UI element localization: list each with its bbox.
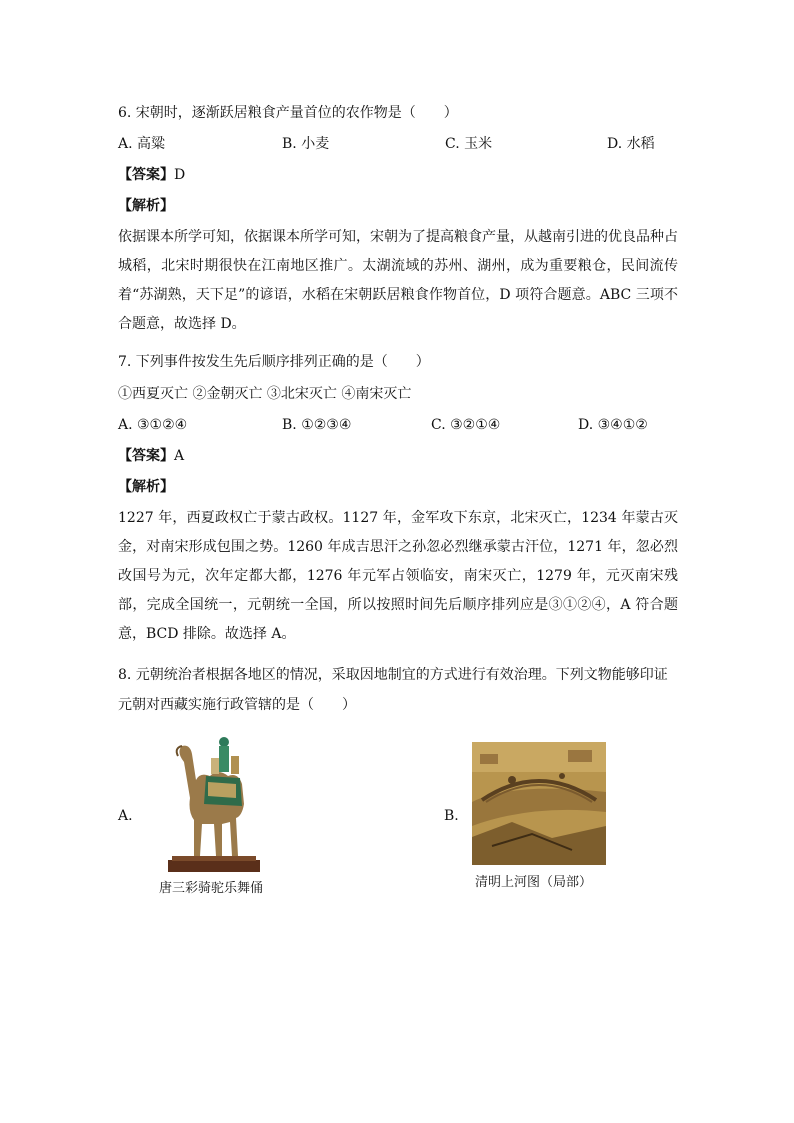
q7-analysis-label: 【解析】 <box>118 479 174 495</box>
q6-option-d: D. 水稻 <box>607 136 655 152</box>
painting-image <box>472 742 606 865</box>
q7-events: ①西夏灭亡 ②金朝灭亡 ③北宋灭亡 ④南宋灭亡 <box>118 386 412 402</box>
q6-option-b: B. 小麦 <box>282 136 330 152</box>
q6-answer <box>118 165 185 185</box>
q7-answer-label: 【答案】 <box>118 448 174 464</box>
q6-answer-label: 【答案】 <box>118 167 174 183</box>
q8-stem-line2: 元朝对西藏实施行政管辖的是（ ） <box>118 697 356 713</box>
q7-analysis: 1227 年，西夏政权亡于蒙古政权。1127 年，金军攻下东京，北宋灭亡，1234 年蒙古灭金，对南宋形成包围之势。1260 年成吉思汗之孙忽必烈继承蒙古汗位，1271 年，忽必烈改国号为元，次年定都大都，1276 年元军占领临安，南宋灭亡，1279 年，元灭南宋残部，完成全国统一，元朝统一全国，所以按照时间先后顺序排列应是③①②④，A 符合题意，BCD 排除。故选择 A。 <box>118 510 678 642</box>
q6-analysis: 依据课本所学可知，依据课本所学可知，宋朝为了提高粮食产量，从越南引进的优良品种占城稻，北宋时期很快在江南地区推广。太湖流域的苏州、湖州，成为重要粮仓，民间流传着“苏湖熟，天下足”的谚语，水稻在宋朝跃居粮食作物首位，D 项符合题意。ABC 三项不合题意，故选择 D。 <box>118 229 678 332</box>
q6-option-a: A. 高粱 <box>118 136 166 152</box>
q7-option-b: B. ①②③④ <box>282 417 352 433</box>
camel-figurine-drawing <box>166 732 262 872</box>
q7-option-d: D. ③④①② <box>578 417 648 433</box>
q8-option-b-letter: B. <box>444 808 459 824</box>
q7-option-c: C. ③②①④ <box>431 417 501 433</box>
camel-figurine-image <box>166 732 262 872</box>
q8-option-b-caption: 清明上河图（局部） <box>475 875 593 890</box>
q7-answer <box>118 446 184 466</box>
q8-option-a-caption: 唐三彩骑驼乐舞俑 <box>159 881 264 896</box>
painting-drawing <box>472 742 606 865</box>
q6-option-c: C. 玉米 <box>445 136 493 152</box>
q6-answer-value: D <box>174 167 186 183</box>
q7-option-a: A. ③①②④ <box>118 417 188 433</box>
q8-option-a-letter: A. <box>118 808 133 824</box>
q6-stem: 6. 宋朝时，逐渐跃居粮食产量首位的农作物是（ ） <box>118 105 458 121</box>
q8-stem-line1: 8. 元朝统治者根据各地区的情况，采取因地制宜的方式进行有效治理。下列文物能够印证 <box>118 667 668 683</box>
q7-stem: 7. 下列事件按发生先后顺序排列正确的是（ ） <box>118 354 430 370</box>
q6-analysis-label: 【解析】 <box>118 198 174 214</box>
q7-answer-value: A <box>174 448 185 464</box>
